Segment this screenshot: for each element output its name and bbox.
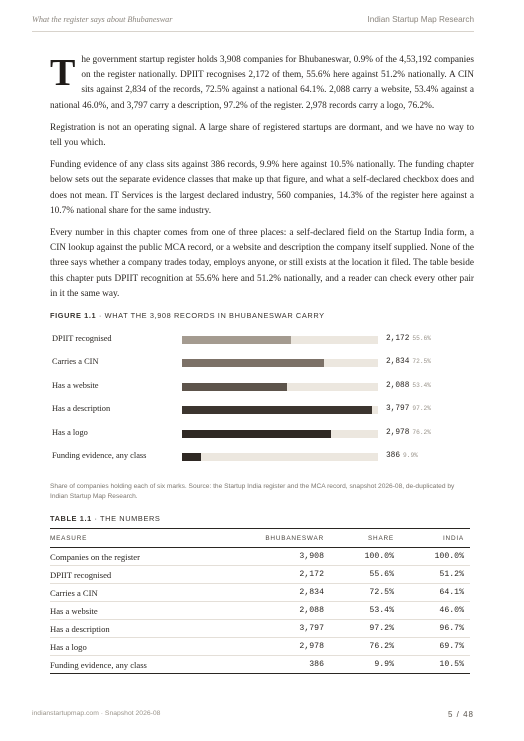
table-header-row bbox=[50, 529, 470, 548]
bar-label: Has a website bbox=[52, 380, 99, 390]
drop-cap: T bbox=[50, 52, 76, 94]
cell-india: 96.7% bbox=[394, 620, 470, 638]
cell-measure: Has a description bbox=[50, 620, 234, 638]
bar-track bbox=[182, 359, 378, 367]
footer-source: indianstartupmap.com · Snapshot 2026-08 bbox=[32, 710, 161, 717]
figure-title: · WHAT THE 3,908 RECORDS IN BHUBANESWAR CARRY bbox=[96, 311, 325, 320]
numbers-table bbox=[50, 528, 470, 674]
cell-measure: Carries a CIN bbox=[50, 584, 234, 602]
cell-india: 51.2% bbox=[394, 566, 470, 584]
cell-share: 9.9% bbox=[324, 656, 394, 674]
chart-row bbox=[50, 449, 474, 465]
bar bbox=[182, 430, 331, 438]
table-row bbox=[50, 584, 470, 602]
header-share: SHARE bbox=[324, 529, 394, 548]
figure-label bbox=[50, 311, 325, 320]
table-row bbox=[50, 638, 470, 656]
running-header bbox=[32, 15, 474, 29]
page-number: 5 / 48 bbox=[447, 710, 474, 719]
bar-value-label: 2,978 76.2% bbox=[386, 428, 431, 437]
paragraph-2: Registration is not an operating signal. A large share of registered startups are dormant, and we have no way to tell you which. bbox=[50, 122, 474, 149]
cell-share: 97.2% bbox=[324, 620, 394, 638]
body-text bbox=[50, 53, 474, 309]
bar-track bbox=[182, 430, 378, 438]
chart-row bbox=[50, 379, 474, 395]
table-title: · THE NUMBERS bbox=[91, 514, 161, 523]
chart-row bbox=[50, 426, 474, 442]
cell-bhubaneswar: 386 bbox=[234, 656, 324, 674]
cell-measure: Funding evidence, any class bbox=[50, 656, 234, 674]
header-rule bbox=[32, 31, 474, 32]
bar-chart bbox=[50, 332, 474, 472]
cell-share: 55.6% bbox=[324, 566, 394, 584]
bar-label: DPIIT recognised bbox=[52, 334, 112, 343]
cell-bhubaneswar: 2,088 bbox=[234, 602, 324, 620]
bar bbox=[182, 453, 201, 461]
bar bbox=[182, 406, 372, 414]
cell-bhubaneswar: 3,908 bbox=[234, 548, 324, 566]
cell-india: 10.5% bbox=[394, 656, 470, 674]
cell-bhubaneswar: 2,172 bbox=[234, 566, 324, 584]
bar-percent-label: 76.2% bbox=[412, 428, 431, 436]
table-number: TABLE 1.1 bbox=[50, 514, 92, 523]
paragraph-1 bbox=[50, 53, 474, 114]
paragraph-3: Funding evidence of any class sits against 386 records, 9.9% here against 10.5% nationally. The funding chapter below sets out the separate evidence classes that make up that figure, and what a self-declared checkbox does and does not mean. IT Services is the largest declared industry, 560 companies, 14.3% of the register here against a 10.7% national share for the same industry. bbox=[50, 160, 474, 216]
bar-value-label: 3,797 97.2% bbox=[386, 405, 431, 414]
cell-india: 64.1% bbox=[394, 584, 470, 602]
bar-percent-label: 72.5% bbox=[412, 358, 431, 366]
table-row bbox=[50, 548, 470, 566]
paragraph-4: Every number in this chapter comes from one of three places: a self-declared field on the Startup India form, a CIN lookup against the public MCA record, or a website and description the company itself supplied. None of the three says whether a company trades today, employs anyone, or still exists at the location it filed. The table beside this chapter puts DPIIT recognition at 55.6% here and 51.2% nationally, and a reader can check every other pair in it the same way. bbox=[50, 228, 474, 299]
cell-measure: Has a website bbox=[50, 602, 234, 620]
cell-share: 72.5% bbox=[324, 584, 394, 602]
figure-number: FIGURE 1.1 bbox=[50, 311, 97, 320]
figure-caption: Share of companies holding each of six marks. Source: the Startup India register and the MCA record, snapshot 2026-08, de-duplicated by Indian Startup Map Research. bbox=[50, 483, 455, 500]
bar-track bbox=[182, 406, 378, 414]
cell-india: 100.0% bbox=[394, 548, 470, 566]
bar-percent-label: 97.2% bbox=[412, 405, 431, 413]
table-label bbox=[50, 514, 160, 523]
bar bbox=[182, 359, 324, 367]
running-header-publication: Indian Startup Map Research bbox=[367, 15, 474, 24]
bar-value-label: 2,172 55.6% bbox=[386, 335, 431, 343]
bar bbox=[182, 336, 291, 344]
cell-bhubaneswar: 3,797 bbox=[234, 620, 324, 638]
header-bhubaneswar: BHUBANESWAR bbox=[234, 529, 324, 548]
bar-value-label: 386 9.9% bbox=[386, 452, 418, 460]
cell-india: 46.0% bbox=[394, 602, 470, 620]
cell-share: 76.2% bbox=[324, 638, 394, 656]
header-measure: MEASURE bbox=[50, 529, 234, 548]
bar-label: Has a description bbox=[52, 404, 111, 414]
bar-track bbox=[182, 336, 378, 344]
cell-bhubaneswar: 2,978 bbox=[234, 638, 324, 656]
running-header-chapter: What the register says about Bhubaneswar bbox=[32, 15, 173, 24]
chart-row bbox=[50, 402, 474, 418]
cell-share: 100.0% bbox=[324, 548, 394, 566]
bar-value-label: 2,834 72.5% bbox=[386, 358, 431, 367]
bar-percent-label: 53.4% bbox=[412, 381, 431, 389]
table-row bbox=[50, 656, 470, 674]
cell-measure: Companies on the register bbox=[50, 548, 234, 566]
cell-india: 69.7% bbox=[394, 638, 470, 656]
cell-share: 53.4% bbox=[324, 602, 394, 620]
table-row bbox=[50, 620, 470, 638]
bar bbox=[182, 383, 287, 391]
paragraph-1-text: he government startup register holds 3,908 companies for Bhubaneswar, 0.9% of the 4,53,192 companies on the register nationally. DPIIT recognises 2,172 of them, 55.6% here against 51.2% nationally. A CIN sits against 2,834 of the records, 72.5% against a national 64.1%. 2,088 carry a website, 53.4% against a national 46.0%, and 3,797 carry a description, 97.2% of the register. 2,978 records carry a logo, 76.2%. bbox=[50, 55, 474, 111]
bar-track bbox=[182, 383, 378, 391]
table-row bbox=[50, 602, 470, 620]
chart-row bbox=[50, 355, 474, 371]
header-india: INDIA bbox=[394, 529, 470, 548]
bar-percent-label: 55.6% bbox=[412, 335, 431, 342]
cell-measure: DPIIT recognised bbox=[50, 566, 234, 584]
bar-label: Carries a CIN bbox=[52, 357, 99, 367]
bar-value-label: 2,088 53.4% bbox=[386, 381, 431, 390]
page-footer bbox=[32, 710, 474, 719]
bar-percent-label: 9.9% bbox=[403, 452, 418, 459]
table-row bbox=[50, 566, 470, 584]
cell-bhubaneswar: 2,834 bbox=[234, 584, 324, 602]
bar-track bbox=[182, 453, 378, 461]
bar-label: Funding evidence, any class bbox=[52, 451, 147, 460]
cell-measure: Has a logo bbox=[50, 638, 234, 656]
chart-row bbox=[50, 332, 474, 348]
bar-label: Has a logo bbox=[52, 427, 88, 437]
